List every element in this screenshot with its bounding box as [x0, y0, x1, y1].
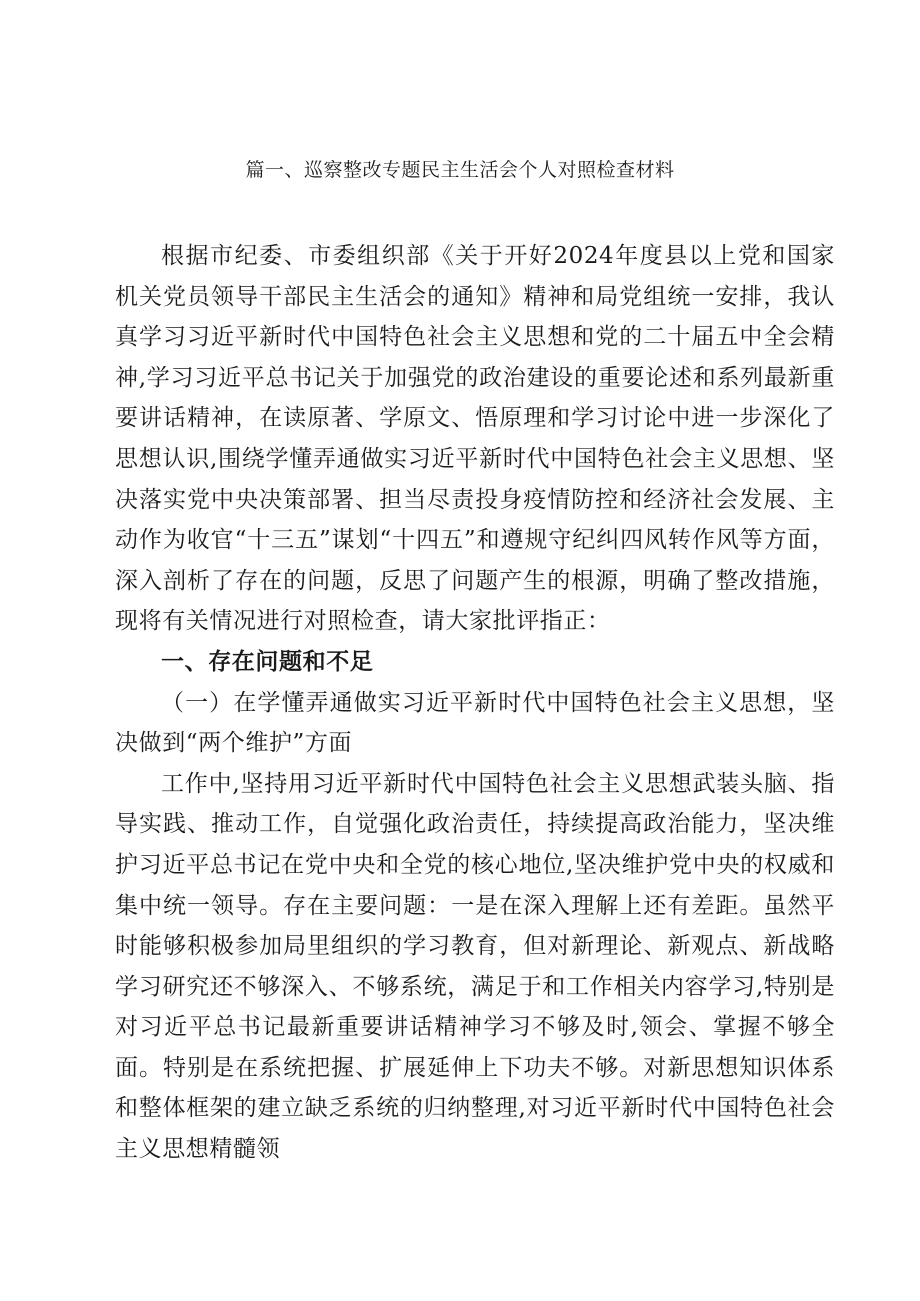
section-heading-problems: 一、存在问题和不足: [161, 648, 374, 675]
intro-paragraph: 根据市纪委、市委组织部《关于开好2024年度县以上党和国家机关党员领导干部民主生活会的通知》精神和局党组统一安排，我认真学习习近平新时代中国特色社会主义思想和党的二十届五中全会精神,学习习近平总书记关于加强党的政治建设的重要论述和系列最新重要讲话精神，在读原著、学原文、悟原理和学习讨论中进一步深化了思想认识,围绕学懂弄通做实习近平新时代中国特色社会主义思想、坚决落实党中央决策部署、担当尽责投身疫情防控和经济社会发展、主动作为收官“十三五”谋划“十四五”和遵规守纪纠四风转作风等方面，深入剖析了存在的问题，反思了问题产生的根源，明确了整改措施，现将有关情况进行对照检查，请大家批评指正：: [115, 243, 835, 635]
subsection-heading-1: （一）在学懂弄通做实习近平新时代中国特色社会主义思想，坚决做到“两个维护”方面: [115, 689, 835, 757]
subsection-1-paragraph: 工作中,坚持用习近平新时代中国特色社会主义思想武装头脑、指导实践、推动工作，自觉强化政治责任，持续提高政治能力，坚决维护习近平总书记在党中央和全党的核心地位,坚决维护党中央的权威和集中统一领导。存在主要问题：一是在深入理解上还有差距。虽然平时能够积极参加局里组织的学习教育，但对新理论、新观点、新战略学习研究还不够深入、不够系统，满足于和工作相关内容学习,特别是对习近平总书记最新重要讲话精神学习不够及时,领会、掌握不够全面。特别是在系统把握、扩展延伸上下功夫不够。对新思想知识体系和整体框架的建立缺乏系统的归纳整理,对习近平新时代中国特色社会主义思想精髓领: [115, 770, 835, 1163]
document-body: [115, 236, 835, 1170]
document-title: 篇一、巡察整改专题民主生活会个人对照检查材料: [245, 159, 675, 181]
